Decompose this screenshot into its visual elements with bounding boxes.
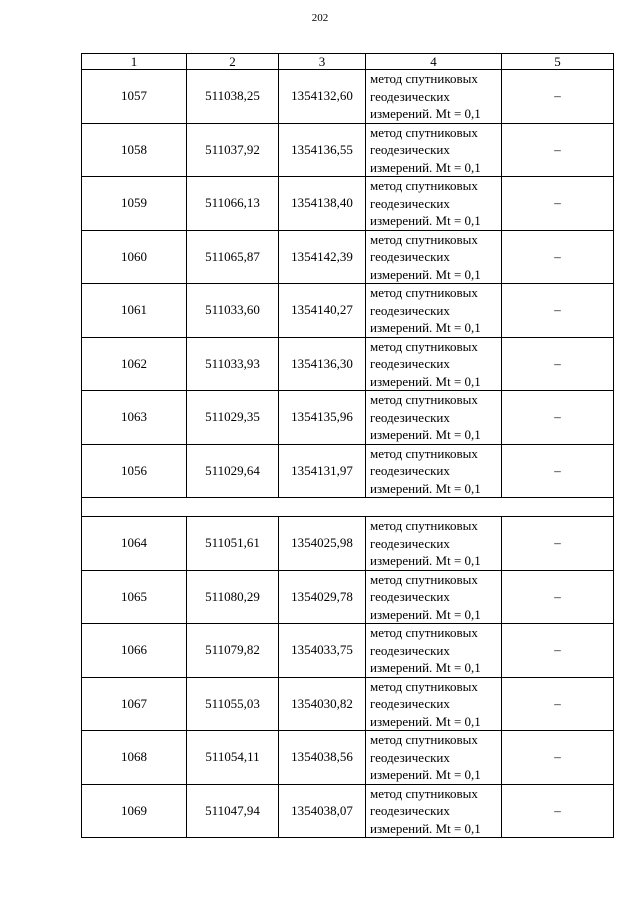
col5-cell: – [502,284,614,338]
method-line: метод спутниковых [370,732,478,747]
method-line: метод спутниковых [370,678,478,694]
col5-cell: – [502,731,614,785]
y-coordinate-cell: 1354038,07 [279,784,366,838]
header-col-5: 5 [502,54,614,70]
x-coordinate-cell: 511065,87 [187,230,279,284]
method-line: измерений. Mt = 0,1 [370,213,481,228]
table-row [82,230,614,284]
separator-cell [82,498,614,517]
method-line: геодезических [370,696,450,711]
point-number-cell: 1069 [82,784,187,838]
method-line: геодезических [370,463,450,478]
method-line: измерений. Mt = 0,1 [370,767,481,782]
x-coordinate-cell: 511029,64 [187,444,279,498]
point-number-cell: 1067 [82,677,187,731]
col5-cell: – [502,517,614,571]
method-line: метод спутниковых [370,625,478,640]
method-cell [366,70,502,124]
method-line: измерений. Mt = 0,1 [370,373,481,389]
header-row [82,54,614,70]
method-line: измерений. Mt = 0,1 [370,820,481,836]
table-row [82,570,614,624]
method-line: метод спутниковых [370,785,478,801]
table-row [82,517,614,571]
table-row [82,70,614,124]
method-cell [366,177,502,231]
col5-cell: – [502,123,614,177]
point-number-cell: 1068 [82,731,187,785]
method-line: метод спутниковых [370,392,478,407]
y-coordinate-cell: 1354135,96 [279,391,366,445]
method-line: геодезических [370,302,450,318]
method-cell [366,784,502,838]
point-number-cell: 1056 [82,444,187,498]
method-line: геодезических [370,535,450,551]
method-cell [366,284,502,338]
y-coordinate-cell: 1354033,75 [279,624,366,678]
method-line: геодезических [370,749,450,765]
method-line: геодезических [370,142,450,157]
point-number-cell: 1062 [82,337,187,391]
col5-cell: – [502,677,614,731]
point-number-cell: 1058 [82,123,187,177]
method-line: измерений. Mt = 0,1 [370,606,481,622]
page-number: 202 [311,12,329,24]
col5-cell: – [502,70,614,124]
method-line: геодезических [370,409,450,425]
method-cell [366,677,502,731]
method-line: измерений. Mt = 0,1 [370,553,481,568]
method-line: измерений. Mt = 0,1 [370,660,481,675]
method-line: измерений. Mt = 0,1 [370,106,481,121]
method-line: метод спутниковых [370,285,478,300]
method-cell [366,731,502,785]
header-col-2: 2 [187,54,279,70]
y-coordinate-cell: 1354038,56 [279,731,366,785]
method-cell [366,337,502,391]
method-line: метод спутниковых [370,178,478,193]
point-number-cell: 1066 [82,624,187,678]
coordinates-table-body [82,54,614,838]
x-coordinate-cell: 511055,03 [187,677,279,731]
x-coordinate-cell: 511080,29 [187,570,279,624]
x-coordinate-cell: 511054,11 [187,731,279,785]
x-coordinate-cell: 511047,94 [187,784,279,838]
col5-cell: – [502,177,614,231]
point-number-cell: 1063 [82,391,187,445]
method-line: метод спутниковых [370,518,478,533]
x-coordinate-cell: 511037,92 [187,123,279,177]
header-col-4: 4 [366,54,502,70]
col5-cell: – [502,784,614,838]
x-coordinate-cell: 511079,82 [187,624,279,678]
table-row [82,444,614,498]
point-number-cell: 1059 [82,177,187,231]
method-cell [366,444,502,498]
method-line: геодезических [370,195,450,211]
coordinates-table [81,53,614,838]
col5-cell: – [502,337,614,391]
y-coordinate-cell: 1354029,78 [279,570,366,624]
point-number-cell: 1065 [82,570,187,624]
method-line: измерений. Mt = 0,1 [370,427,481,442]
method-line: измерений. Mt = 0,1 [370,713,481,729]
method-line: метод спутниковых [370,338,478,354]
table-row [82,784,614,838]
col5-cell: – [502,391,614,445]
method-line: измерений. Mt = 0,1 [370,320,481,335]
method-line: геодезических [370,803,450,818]
col5-cell: – [502,570,614,624]
method-cell [366,123,502,177]
method-line: геодезических [370,249,450,264]
method-cell [366,570,502,624]
x-coordinate-cell: 511033,60 [187,284,279,338]
y-coordinate-cell: 1354142,39 [279,230,366,284]
x-coordinate-cell: 511051,61 [187,517,279,571]
point-number-cell: 1057 [82,70,187,124]
col5-cell: – [502,444,614,498]
y-coordinate-cell: 1354138,40 [279,177,366,231]
method-line: измерений. Mt = 0,1 [370,159,481,175]
x-coordinate-cell: 511038,25 [187,70,279,124]
method-cell [366,230,502,284]
point-number-cell: 1061 [82,284,187,338]
x-coordinate-cell: 511066,13 [187,177,279,231]
point-number-cell: 1064 [82,517,187,571]
method-cell [366,517,502,571]
table-row [82,677,614,731]
y-coordinate-cell: 1354136,30 [279,337,366,391]
y-coordinate-cell: 1354131,97 [279,444,366,498]
method-line: геодезических [370,642,450,658]
method-line: метод спутниковых [370,71,478,86]
table-row [82,337,614,391]
point-number-cell: 1060 [82,230,187,284]
method-line: измерений. Mt = 0,1 [370,266,481,282]
x-coordinate-cell: 511029,35 [187,391,279,445]
method-line: метод спутниковых [370,124,478,140]
method-line: геодезических [370,589,450,604]
header-col-3: 3 [279,54,366,70]
y-coordinate-cell: 1354030,82 [279,677,366,731]
table-row [82,284,614,338]
method-line: измерений. Mt = 0,1 [370,480,481,496]
y-coordinate-cell: 1354136,55 [279,123,366,177]
method-line: метод спутниковых [370,571,478,587]
y-coordinate-cell: 1354025,98 [279,517,366,571]
method-line: геодезических [370,88,450,104]
col5-cell: – [502,624,614,678]
separator-row [82,498,614,517]
table-row [82,624,614,678]
y-coordinate-cell: 1354132,60 [279,70,366,124]
y-coordinate-cell: 1354140,27 [279,284,366,338]
col5-cell: – [502,230,614,284]
table-row [82,731,614,785]
method-line: метод спутниковых [370,231,478,247]
table-row [82,391,614,445]
method-line: геодезических [370,356,450,371]
table-row [82,123,614,177]
method-cell [366,624,502,678]
header-col-1: 1 [82,54,187,70]
x-coordinate-cell: 511033,93 [187,337,279,391]
table-row [82,177,614,231]
method-cell [366,391,502,445]
method-line: метод спутниковых [370,445,478,461]
